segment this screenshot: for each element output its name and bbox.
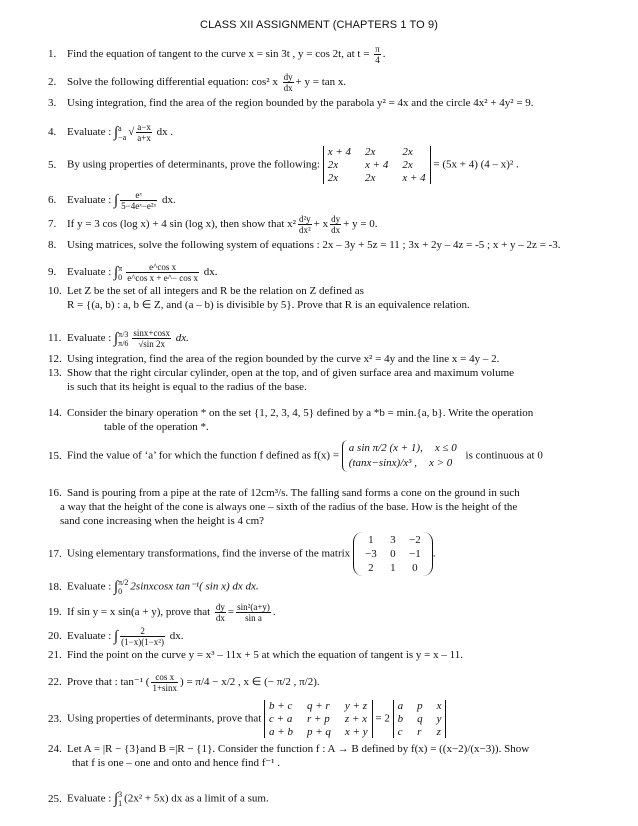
question-21: 21. Find the point on the curve y = x³ – 11x + 5 at which the equation of tangent is y = x – 11. xyxy=(48,649,463,661)
fraction: $\frac{2}{\text{(1−x)(1−x²)}}$ xyxy=(121,626,164,647)
integral-sign: ∫ xyxy=(114,124,119,141)
question-17: 17. Using elementary transformations, find the inverse of the matrix 1 3 −2 −3 0 −1 2 1 0 . xyxy=(48,534,436,574)
question-10: 10. Let Z be the set of all integers and R be the relation on Z defined as R = {(a, b) : a, b ∈ Z, and (a – b) is divisible by 5}. Prove that R is an equivalence relation. xyxy=(48,285,470,311)
integral-sign: ∫ xyxy=(114,192,119,209)
integral-sign: ∫ xyxy=(114,330,119,347)
integral-limits: π 0 xyxy=(118,263,123,282)
question-9: 9. Evaluate : ∫ π 0 $\frac{\text{e\textasciicircum{}cos x}}{\text{e\textasciicircum{}cos x + e\textasciicircum{}− cos x}}$ dx. xyxy=(48,262,218,283)
question-3: 3. Using integration, find the area of the region bounded by the parabola y² = 4x and the circle 4x² + 4y² = 9. xyxy=(48,97,534,109)
integral-sign: ∫ xyxy=(114,791,119,807)
fraction: $\frac{\text{d²y}}{\text{dx²}}$ xyxy=(298,214,311,235)
question-4: 4. Evaluate : ∫ a −a √ $\frac{a-x}{a+x}$ dx . xyxy=(48,122,174,143)
page-title: CLASS XII ASSIGNMENT (CHAPTERS 1 TO 9) xyxy=(200,19,438,31)
question-20: 20. Evaluate : ∫ $\frac{2}{\text{(1−x)(1−x²)}}$ dx. xyxy=(48,626,184,647)
question-15: 15. Find the value of ‘a’ for which the function f defined as f(x) = a sin π/2 (x + 1), x ≤ 0 (tanx−sinx)/x³ , x > 0 is continuous at 0 xyxy=(48,440,624,472)
question-23: 23. Using properties of determinants, prove that b + c q + r y + z c + a r + p z + x a + b p + q x + y = 2 a p x b q y c r z xyxy=(48,700,624,738)
determinant: a p x b q y c r z xyxy=(393,700,447,738)
question-7: 7. If y = 3 cos (log x) + 4 sin (log x), then show that x² $\frac{\text{d²y}}{\text{dx²}}$ + x $\frac{dy}{dx}$ + y = 0. xyxy=(48,214,378,235)
question-8: 8. Using matrices, solve the following system of equations : 2x – 3y + 5z = 11 ; 3x + 2y – 4z = -5 ; x + y – 2z = -3. xyxy=(48,239,561,251)
fraction: $\frac{a-x}{a+x}$ xyxy=(137,122,151,143)
integral-limits: a −a xyxy=(118,123,127,142)
fraction: $\frac{\text{e\textasciicircum{}cos x}}{\text{e\textasciicircum{}cos x + e\textasciicircum{}− cos x}}$ xyxy=(127,262,199,283)
integral-sign: ∫ xyxy=(114,628,119,645)
question-11: 11. Evaluate : ∫ π/3 π/6 $\frac{\sin x+\cos x}{√\sin 2x}$ dx. xyxy=(48,328,189,349)
question-18: 18. Evaluate : ∫ π/2 0 2sinxcosx tan⁻¹( sin x) dx dx. xyxy=(48,578,259,596)
piecewise-function: a sin π/2 (x + 1), x ≤ 0 (tanx−sinx)/x³ , x > 0 xyxy=(342,440,463,472)
question-12: 12. Using integration, find the area of the region bounded by the curve x² = 4y and the line x = 4y – 2. xyxy=(48,353,500,365)
integral-sign: ∫ xyxy=(114,579,119,595)
question-25: 25. Evaluate : ∫ 3 1 (2x² + 5x) dx as a limit of a sum. xyxy=(48,790,269,808)
question-13: 13. Show that the right circular cylinder, open at the top, and of given surface area and maximum volume is such that its height is equal to the radius of the base. xyxy=(48,367,515,393)
question-16: 16. Sand is pouring from a pipe at the rate of 12cm³/s. The falling sand forms a cone on the ground in such a way that the height of the cone is always one – sixth of the radius of the base. How is the height of the sand cone increasing when the height is 4 cm? xyxy=(48,487,520,527)
fraction: $\frac{\sin x+\cos x}{√\sin 2x}$ xyxy=(133,328,170,349)
integral-sign: ∫ xyxy=(114,264,119,281)
fraction: $\frac{\pi}{4}$ xyxy=(375,44,380,65)
question-5: 5. By using properties of determinants, prove the following: x + 4 2x 2x 2x x + 4 2x 2x 2x x + 4 = (5x + 4) (4 – x)² . xyxy=(48,146,519,184)
fraction: $\frac{dy}{dx}$ xyxy=(331,214,341,235)
integral-limits: π/2 0 xyxy=(118,578,129,596)
fraction: $\frac{\text{sin²(a+y)}}{\text{sin a}}$ xyxy=(237,602,270,623)
question-14: 14. Consider the binary operation * on the set {1, 2, 3, 4, 5} defined by a *b = min.{a, b}. Write the operation table of the operation *. xyxy=(48,407,534,433)
fraction: $\frac{\text{eˣ}}{\text{5−4eˣ−e²ˣ}}$ xyxy=(121,190,157,211)
question-2: 2. Solve the following differential equation: cos² x $\frac{dy}{dx}$ + y = tan x. xyxy=(48,72,347,93)
fraction: $\frac{dy}{dx}$ xyxy=(215,602,225,623)
matrix: 1 3 −2 −3 0 −1 2 1 0 xyxy=(353,532,433,576)
fraction: $\frac{\text{cos x}}{1+\sin x}$ xyxy=(152,672,178,693)
integral-limits: π/3 π/6 xyxy=(118,329,129,348)
determinant: b + c q + r y + z c + a r + p z + x a + b p + q x + y xyxy=(264,700,373,738)
fraction: $\frac{dy}{dx}$ xyxy=(283,72,293,93)
question-6: 6. Evaluate : ∫ $\frac{\text{eˣ}}{\text{5−4eˣ−e²ˣ}}$ dx. xyxy=(48,190,176,211)
question-24: 24. Let A = |R − {3}and B =|R − {1}. Consider the function f : A → B defined by f(x) = ((x−2)/(x−3)). Show that f is one – one and onto and hence find f⁻¹ . xyxy=(48,743,530,769)
question-number: 1. xyxy=(48,48,57,61)
question-1: 1. Find the equation of tangent to the curve x = sin 3t , y = cos 2t, at t = $\frac{\pi}{4}$ . xyxy=(48,44,386,65)
question-22: 22. Prove that : tan⁻¹ ( $\frac{\text{cos x}}{1+\sin x}$ ) = π/4 − x/2 , x ∈ (− π/2 , π/2). xyxy=(48,672,320,693)
question-19: 19. If sin y = x sin(a + y), prove that $\frac{dy}{dx}$ = $\frac{\text{sin²(a+y)}}{\text{sin a}}$ . xyxy=(48,602,276,623)
determinant: x + 4 2x 2x 2x x + 4 2x 2x 2x x + 4 xyxy=(323,146,431,184)
integral-limits: 3 1 xyxy=(118,790,123,808)
